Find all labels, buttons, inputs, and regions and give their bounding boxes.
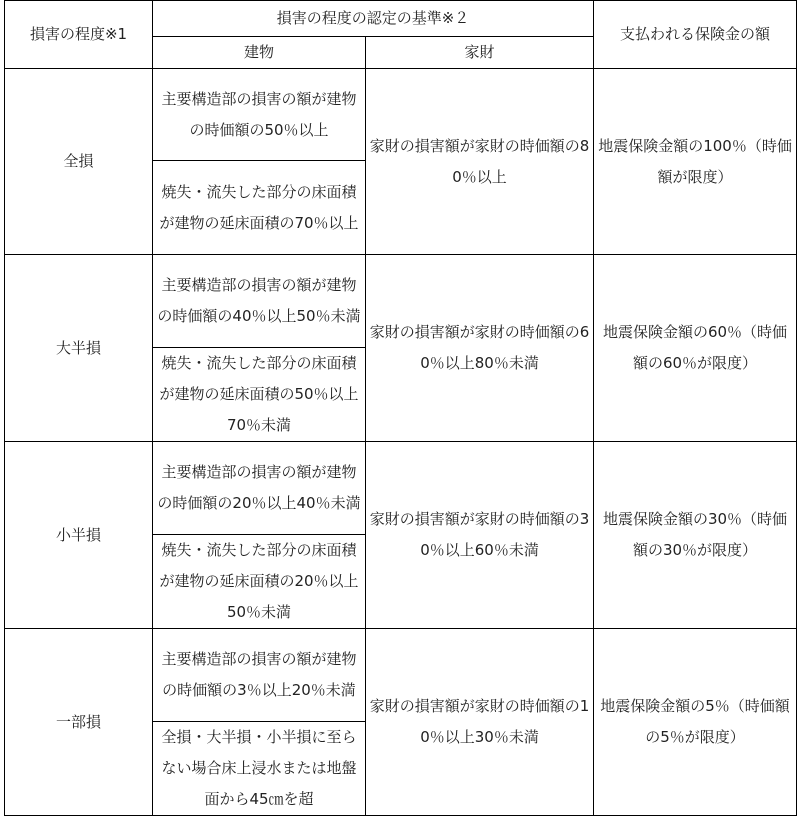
payment-amount: 地震保険金額の5％（時価額の5％が限度） — [594, 629, 797, 816]
header-criteria-group: 損害の程度の認定の基準※２ — [153, 1, 594, 37]
table-row — [5, 255, 797, 348]
household-criteria: 家財の損害額が家財の時価額の30％以上60％未満 — [366, 442, 594, 629]
household-criteria: 家財の損害額が家財の時価額の60％以上80％未満 — [366, 255, 594, 442]
insurance-criteria-table — [4, 0, 797, 816]
payment-amount: 地震保険金額の100％（時価額が限度） — [594, 69, 797, 255]
damage-level-cell: 一部損 — [5, 629, 153, 816]
building-floor-criteria: 全損・大半損・小半損に至らない場合床上浸水または地盤面から45㎝を超 — [153, 722, 366, 816]
building-floor-criteria: 焼失・流失した部分の床面積が建物の延床面積の20％以上50％未満 — [153, 535, 366, 629]
header-row-1 — [5, 1, 797, 37]
damage-level-cell: 全損 — [5, 69, 153, 255]
damage-level-cell: 大半損 — [5, 255, 153, 442]
table-row — [5, 69, 797, 161]
building-structure-criteria: 主要構造部の損害の額が建物の時価額の3％以上20％未満 — [153, 629, 366, 722]
header-payment: 支払われる保険金の額 — [594, 1, 797, 69]
building-floor-criteria: 焼失・流失した部分の床面積が建物の延床面積の50％以上70％未満 — [153, 348, 366, 442]
header-building: 建物 — [153, 37, 366, 69]
header-damage-level: 損害の程度※1 — [5, 1, 153, 69]
table-row — [5, 629, 797, 722]
header-household: 家財 — [366, 37, 594, 69]
building-floor-criteria: 焼失・流失した部分の床面積が建物の延床面積の70％以上 — [153, 161, 366, 255]
building-structure-criteria: 主要構造部の損害の額が建物の時価額の50％以上 — [153, 69, 366, 161]
building-structure-criteria: 主要構造部の損害の額が建物の時価額の20％以上40％未満 — [153, 442, 366, 535]
household-criteria: 家財の損害額が家財の時価額の10％以上30％未満 — [366, 629, 594, 816]
payment-amount: 地震保険金額の30％（時価額の30％が限度） — [594, 442, 797, 629]
table-row — [5, 442, 797, 535]
building-structure-criteria: 主要構造部の損害の額が建物の時価額の40％以上50％未満 — [153, 255, 366, 348]
damage-level-cell: 小半損 — [5, 442, 153, 629]
payment-amount: 地震保険金額の60％（時価額の60％が限度） — [594, 255, 797, 442]
household-criteria: 家財の損害額が家財の時価額の80％以上 — [366, 69, 594, 255]
